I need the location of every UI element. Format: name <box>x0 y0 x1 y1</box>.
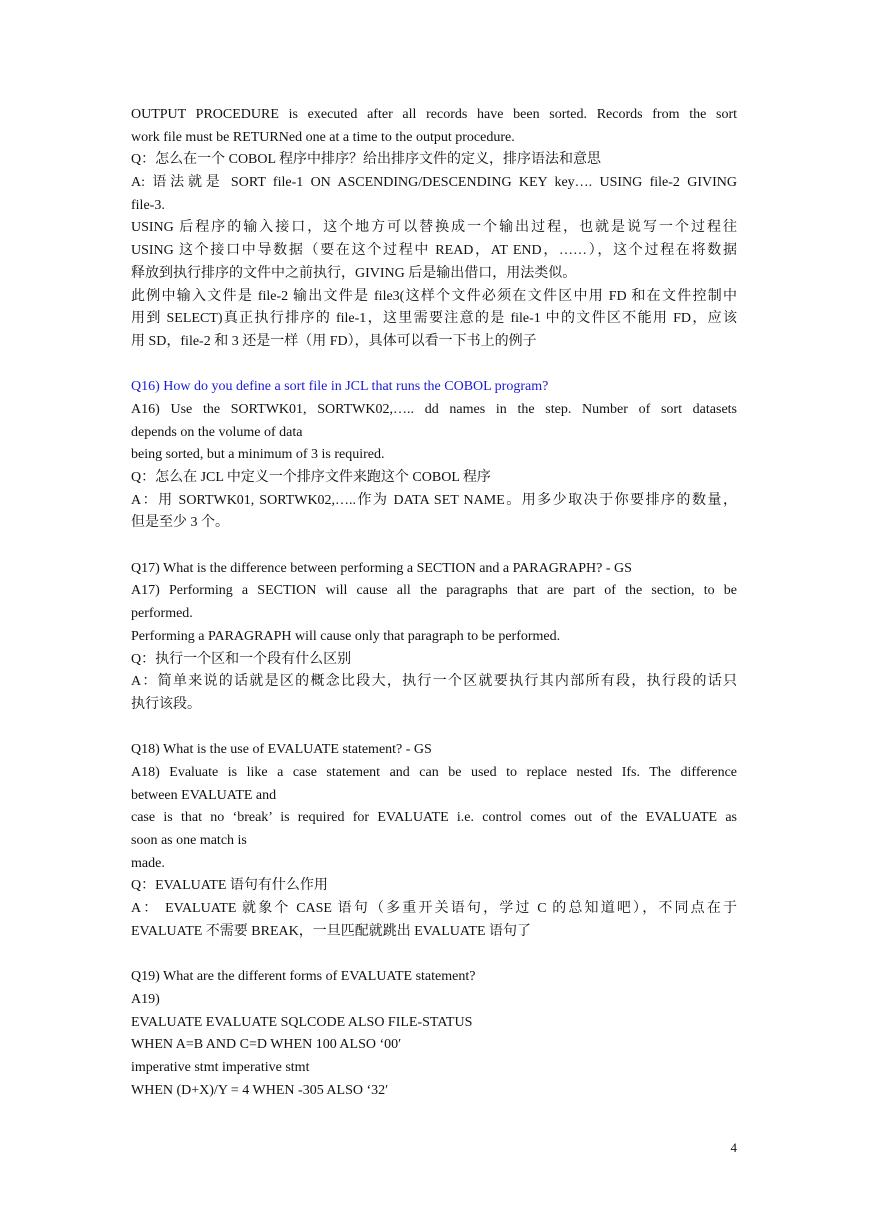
text-line: between EVALUATE and <box>131 787 277 803</box>
text-line: soon as one match is <box>131 833 247 848</box>
text-line: WHEN A=B AND C=D WHEN 100 ALSO ‘00′ <box>131 1037 402 1053</box>
text-line: Q17) What is the difference between performing a SECTION and a PARAGRAPH? - GS <box>131 560 632 576</box>
blank-line <box>131 717 737 740</box>
text-line: Q：EVALUATE 语句有什么作用 <box>131 878 328 894</box>
text-line: 但是至少 3 个。 <box>131 515 229 531</box>
text-line: 此例中输入文件是 file-2 输出文件是 file3(这样个文件必须在文件区中用 FD 和在文件控制中 <box>131 288 737 304</box>
text-line: A: 语法就是 SORT file-1 ON ASCENDING/DESCENDING KEY key…. USING file-2 GIVING <box>131 175 737 191</box>
text-line: 用到 SELECT)真正执行排序的 file-1，这里需要注意的是 file-1 中的文件区不能用 FD，应该 <box>131 311 737 327</box>
page-body <box>131 104 737 1102</box>
blank-line <box>131 943 737 966</box>
text-line: OUTPUT PROCEDURE is executed after all records have been sorted. Records from the sort <box>131 107 737 122</box>
text-line: WHEN (D+X)/Y = 4 WHEN -305 ALSO ‘32′ <box>131 1082 389 1098</box>
text-line: performed. <box>131 606 193 622</box>
blank-line <box>131 535 737 558</box>
text-line: Q：执行一个区和一个段有什么区别 <box>131 651 352 667</box>
text-line: A18) Evaluate is like a case statement and can be used to replace nested Ifs. The difference <box>131 764 737 780</box>
text-line: 释放到执行排序的文件中之前执行，GIVING 后是输出借口，用法类似。 <box>131 265 577 281</box>
text-line: A： EVALUATE 就象个 CASE 语句（多重开关语句，学过 C 的总知道吧），不同点在于 <box>131 901 737 917</box>
text-line: A19) <box>131 991 160 1007</box>
text-line: made. <box>131 855 165 871</box>
text-line: case is that no ‘break’ is required for EVALUATE i.e. control comes out of the EVALUATE as <box>131 810 737 826</box>
question-heading: Q16) How do you define a sort file in JCL that runs the COBOL program? <box>131 379 549 395</box>
text-line: EVALUATE 不需要 BREAK，一旦匹配就跳出 EVALUATE 语句了 <box>131 923 532 939</box>
text-line: imperative stmt imperative stmt <box>131 1059 310 1075</box>
text-line: A17) Performing a SECTION will cause all the paragraphs that are part of the section, to be <box>131 583 737 599</box>
text-line: A：用 SORTWK01, SORTWK02,…..作为 DATA SET NAME。用多少取决于你要排序的数量， <box>131 492 737 508</box>
text-line: Performing a PARAGRAPH will cause only that paragraph to be performed. <box>131 628 561 644</box>
text-line: USING 后程序的输入接口，这个地方可以替换成一个输出过程，也就是说写一个过程往 <box>131 220 737 236</box>
text-line: Q：怎么在一个 COBOL 程序中排序？给出排序文件的定义，排序语法和意思 <box>131 152 602 168</box>
text-line: EVALUATE EVALUATE SQLCODE ALSO FILE-STATUS <box>131 1014 473 1030</box>
text-line: A：简单来说的话就是区的概念比段大，执行一个区就要执行其内部所有段，执行段的话只 <box>131 674 737 690</box>
text-line: file-3. <box>131 197 165 213</box>
page-number: 4 <box>730 1140 737 1155</box>
text-line: USING 这个接口中导数据（要在这个过程中 READ，AT END，……），这个过程在将数据 <box>131 243 737 259</box>
text-line: depends on the volume of data <box>131 424 303 440</box>
text-line: A16) Use the SORTWK01, SORTWK02,….. dd names in the step. Number of sort datasets <box>131 401 737 417</box>
text-line: work file must be RETURNed one at a time to the output procedure. <box>131 129 515 145</box>
text-line: Q：怎么在 JCL 中定义一个排序文件来跑这个 COBOL 程序 <box>131 470 491 485</box>
text-line: Q19) What are the different forms of EVALUATE statement? <box>131 969 476 985</box>
text-line: 用 SD，file-2 和 3 还是一样（用 FD），具体可以看一下书上的例子 <box>131 333 537 349</box>
text-line: being sorted, but a minimum of 3 is required. <box>131 447 385 463</box>
text-line: 执行该段。 <box>131 696 201 712</box>
text-line: Q18) What is the use of EVALUATE statement? - GS <box>131 742 432 758</box>
blank-line <box>131 354 737 377</box>
